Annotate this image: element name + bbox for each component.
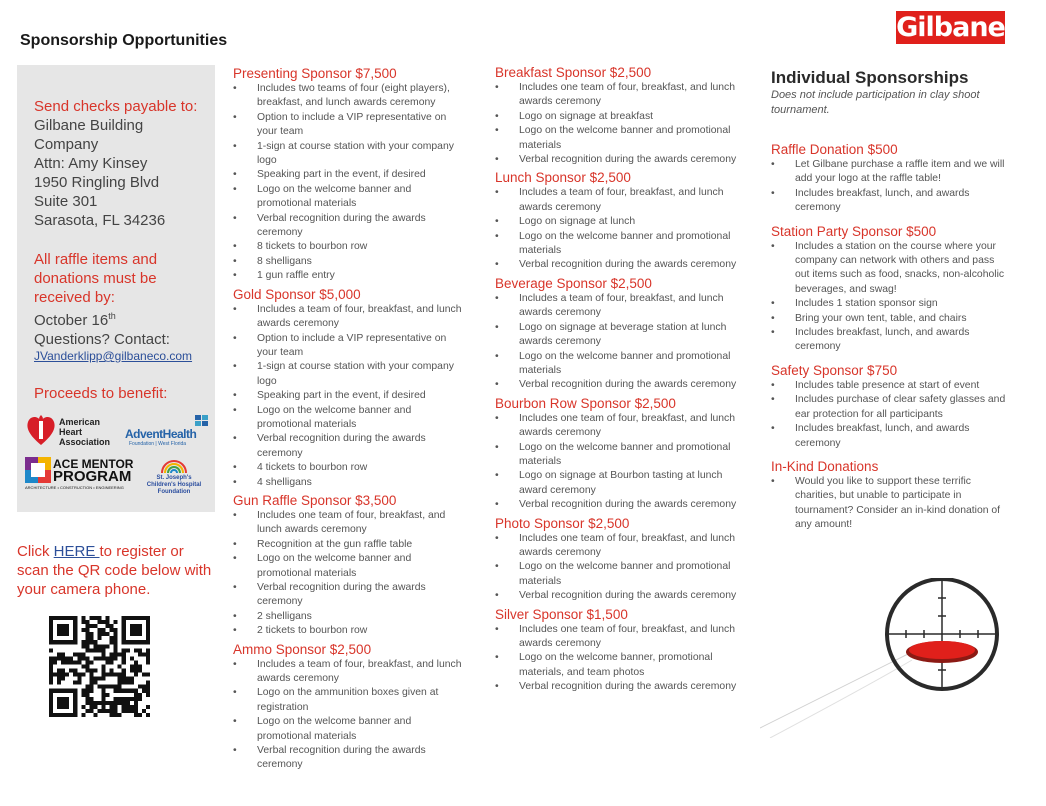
crosshair-target-icon xyxy=(760,578,1000,738)
sponsor-section-station-party-sponsor xyxy=(771,224,1011,355)
page-title: Sponsorship Opportunities xyxy=(20,32,228,49)
benefit-item: • 8 tickets to bourbon row xyxy=(233,240,468,254)
benefit-item: • 2 shelligans xyxy=(233,610,468,624)
sponsor-title: Bourbon Row Sponsor $2,500 xyxy=(495,395,676,411)
individual-title: Individual Sponsorships xyxy=(771,68,969,87)
address-line: Gilbane Building xyxy=(34,117,144,134)
stjoe-line: Foundation xyxy=(157,489,191,495)
sponsor-section-gold-sponsor xyxy=(233,287,468,490)
stjoe-line: Children's Hospital xyxy=(146,482,202,488)
individual-sections xyxy=(771,142,1011,533)
sponsor-title: Ammo Sponsor $2,500 xyxy=(233,641,372,657)
benefit-item: • Option to include a VIP representative on your team xyxy=(233,111,468,140)
ace-subtitle: ARCHITECTURE • CONSTRUCTION • ENGINEERING xyxy=(25,485,124,490)
benefit-item: • Verbal recognition during the awards ceremony xyxy=(495,498,745,512)
sponsor-column-2 xyxy=(495,64,745,698)
address-line: 1950 Ringling Blvd xyxy=(34,174,160,191)
benefit-item: • Logo on the welcome banner and promotional materials xyxy=(495,441,745,470)
sponsor-section-beverage-sponsor xyxy=(495,276,745,393)
advent-name: AdventHealth xyxy=(125,427,197,441)
benefit-item: • 1-sign at course station with your company logo xyxy=(233,140,468,169)
rainbow-arch-icon xyxy=(159,451,189,473)
benefit-item: • Let Gilbane purchase a raffle item and we will add your logo at the raffle table! xyxy=(771,158,1011,187)
aha-line: Association xyxy=(59,437,111,447)
advent-subtitle: Foundation | West Florida xyxy=(129,441,187,447)
benefit-item: • Logo on the ammunition boxes given at registration xyxy=(233,686,468,715)
sponsor-section-presenting-sponsor xyxy=(233,66,468,284)
benefit-item: • Logo on signage at beverage station at lunch awards ceremony xyxy=(495,321,745,350)
benefit-item: • Logo on the welcome banner and promotional materials xyxy=(495,230,745,259)
raffle-label-line: received by: xyxy=(34,289,115,306)
benefit-item: • Logo on the welcome banner and promotional materials xyxy=(233,404,468,433)
benefit-item: • Includes table presence at start of event xyxy=(771,379,1011,393)
benefit-item: • Verbal recognition during the awards ceremony xyxy=(495,589,745,603)
ace-block-icon xyxy=(25,457,51,483)
raffle-label-line: All raffle items and xyxy=(34,251,158,268)
sponsor-title: Beverage Sponsor $2,500 xyxy=(495,275,652,291)
benefit-item: • Includes 1 station sponsor sign xyxy=(771,297,1011,311)
st-josephs-foundation-logo xyxy=(139,451,209,497)
register-suffix: to register or scan the QR code below with your camera phone. xyxy=(17,543,212,598)
benefit-item: • Verbal recognition during the awards ceremony xyxy=(233,744,468,773)
qr-code-icon[interactable] xyxy=(49,616,150,717)
sponsor-title: Raffle Donation $500 xyxy=(771,142,898,157)
sponsor-section-photo-sponsor xyxy=(495,516,745,604)
benefit-item: • Logo on signage at Bourbon tasting at lunch award ceremony xyxy=(495,469,745,498)
proceeds-label: Proceeds to benefit: xyxy=(34,385,168,402)
register-instructions xyxy=(17,542,217,599)
benefit-item: • Would you like to support these terrific charities, but unable to participate in tournament? Consider an in-kind donation of any amount! xyxy=(771,475,1011,533)
ace-mentor-logo xyxy=(25,457,135,493)
benefit-item: • Verbal recognition during the awards ceremony xyxy=(233,432,468,461)
register-here-link[interactable]: HERE xyxy=(53,543,100,560)
sponsor-section-safety-sponsor xyxy=(771,363,1011,451)
sponsor-title: Photo Sponsor $2,500 xyxy=(495,515,630,531)
aha-line: Heart xyxy=(59,427,83,437)
address-line: Company xyxy=(34,136,99,153)
deadline-date xyxy=(34,307,209,330)
benefit-item: • Speaking part in the event, if desired xyxy=(233,389,468,403)
sponsor-title: Presenting Sponsor $7,500 xyxy=(233,66,397,81)
deadline-block xyxy=(34,307,209,349)
mailing-address xyxy=(34,116,209,230)
questions-label: Questions? Contact: xyxy=(34,331,170,348)
benefit-item: • Includes one team of four, breakfast, and lunch awards ceremony xyxy=(495,81,745,110)
benefit-item: • Includes two teams of four (eight players), breakfast, and lunch awards ceremony xyxy=(233,82,468,111)
benefit-item: • Verbal recognition during the awards ceremony xyxy=(233,212,468,241)
benefit-item: • Includes purchase of clear safety glasses and ear protection for all participants xyxy=(771,393,1011,422)
aha-line: American xyxy=(59,417,101,427)
benefit-item: • Verbal recognition during the awards ceremony xyxy=(495,680,745,694)
benefit-item: • Logo on the welcome banner and promotional materials xyxy=(233,183,468,212)
benefit-item: • Includes a team of four, breakfast, and lunch awards ceremony xyxy=(233,658,468,687)
benefit-item: • 4 shelligans xyxy=(233,476,468,490)
sponsor-section-breakfast-sponsor xyxy=(495,65,745,167)
individual-sponsorships xyxy=(771,68,1011,541)
sponsor-title: Lunch Sponsor $2,500 xyxy=(495,170,631,186)
benefit-item: • 1-sign at course station with your company logo xyxy=(233,360,468,389)
sponsor-column-1 xyxy=(233,65,468,776)
benefit-item: • 8 shelligans xyxy=(233,255,468,269)
benefit-item: • Bring your own tent, table, and chairs xyxy=(771,312,1011,326)
benefit-item: • 2 tickets to bourbon row xyxy=(233,624,468,638)
raffle-label-line: donations must be xyxy=(34,270,157,287)
benefit-item: • Logo on signage at lunch xyxy=(495,215,745,229)
benefit-item: • Logo on signage at breakfast xyxy=(495,110,745,124)
benefit-item: • Includes breakfast, lunch, and awards ceremony xyxy=(771,326,1011,355)
sponsor-section-lunch-sponsor xyxy=(495,170,745,272)
benefit-item: • 1 gun raffle entry xyxy=(233,269,468,283)
ace-line: ACE MENTOR xyxy=(53,457,134,471)
benefit-item: • Logo on the welcome banner and promotional materials xyxy=(495,560,745,589)
deadline-date-text: October 16 xyxy=(34,312,109,329)
benefit-item: • Verbal recognition during the awards ceremony xyxy=(495,153,745,167)
american-heart-association-logo xyxy=(25,413,117,449)
sponsor-section-in-kind-donations xyxy=(771,459,1011,533)
sponsor-title: Gold Sponsor $5,000 xyxy=(233,286,361,302)
advent-health-logo xyxy=(123,415,209,449)
benefit-item: • Speaking part in the event, if desired xyxy=(233,168,468,182)
deadline-date-suffix: th xyxy=(108,311,116,321)
sponsor-title: Safety Sponsor $750 xyxy=(771,362,898,378)
gilbane-logo: Gilbane xyxy=(896,12,1005,43)
sponsor-section-bourbon-row-sponsor xyxy=(495,396,745,513)
ace-line: PROGRAM xyxy=(53,468,132,485)
contact-sidebar xyxy=(17,65,215,512)
raffle-deadline-label xyxy=(34,250,209,307)
sponsor-section-raffle-donation xyxy=(771,142,1011,216)
contact-email-link[interactable]: JVanderklipp@gilbaneco.com xyxy=(34,349,193,363)
benefit-item: • Recognition at the gun raffle table xyxy=(233,538,468,552)
benefit-item: • Includes a team of four, breakfast, and lunch awards ceremony xyxy=(495,186,745,215)
advent-cross-icon xyxy=(195,415,209,427)
benefit-item: • Logo on the welcome banner and promotional materials xyxy=(233,715,468,744)
benefit-item: • Includes breakfast, lunch, and awards ceremony xyxy=(771,187,1011,216)
benefit-item: • Option to include a VIP representative on your team xyxy=(233,332,468,361)
benefit-item: • Logo on the welcome banner and promotional materials xyxy=(233,552,468,581)
sponsor-section-gun-raffle-sponsor xyxy=(233,493,468,639)
benefit-item: • Includes a team of four, breakfast, and lunch awards ceremony xyxy=(233,303,468,332)
benefit-item: • Includes one team of four, breakfast, and lunch awards ceremony xyxy=(495,412,745,441)
sponsor-title: Silver Sponsor $1,500 xyxy=(495,606,628,622)
sponsor-title: Gun Raffle Sponsor $3,500 xyxy=(233,492,397,508)
benefit-item: • Includes a station on the course where your company can network with others and pass out items such as food, snacks, non-alcoholic beverages, and swag! xyxy=(771,240,1011,298)
stjoe-line: St. Joseph's xyxy=(156,475,192,481)
sponsor-section-ammo-sponsor xyxy=(233,642,468,773)
heart-torch-icon xyxy=(25,413,57,447)
benefit-item: • Includes one team of four, breakfast, and lunch awards ceremony xyxy=(495,623,745,652)
checks-label: Send checks payable to: xyxy=(34,98,198,115)
benefit-item: • Logo on the welcome banner and promotional materials xyxy=(495,350,745,379)
benefit-item: • Includes one team of four, breakfast, and lunch awards ceremony xyxy=(233,509,468,538)
sponsor-title: In-Kind Donations xyxy=(771,458,879,474)
benefit-item: • 4 tickets to bourbon row xyxy=(233,461,468,475)
benefit-item: • Verbal recognition during the awards ceremony xyxy=(233,581,468,610)
individual-note: Does not include participation in clay shoot tournament. xyxy=(771,89,980,116)
address-line: Sarasota, FL 34236 xyxy=(34,212,166,229)
benefit-item: • Logo on the welcome banner, promotional materials, and team photos xyxy=(495,651,745,680)
address-line: Suite 301 xyxy=(34,193,98,210)
benefit-item: • Verbal recognition during the awards ceremony xyxy=(495,258,745,272)
register-prefix: Click xyxy=(17,543,54,560)
benefit-item: • Logo on the welcome banner and promotional materials xyxy=(495,124,745,153)
benefit-item: • Verbal recognition during the awards ceremony xyxy=(495,378,745,392)
sponsor-title: Breakfast Sponsor $2,500 xyxy=(495,65,652,80)
benefit-item: • Includes breakfast, lunch, and awards ceremony xyxy=(771,422,1011,451)
benefit-item: • Includes one team of four, breakfast, and lunch awards ceremony xyxy=(495,532,745,561)
address-line: Attn: Amy Kinsey xyxy=(34,155,148,172)
sponsor-title: Station Party Sponsor $500 xyxy=(771,223,937,239)
sponsor-section-silver-sponsor xyxy=(495,607,745,695)
benefit-item: • Includes a team of four, breakfast, and lunch awards ceremony xyxy=(495,292,745,321)
